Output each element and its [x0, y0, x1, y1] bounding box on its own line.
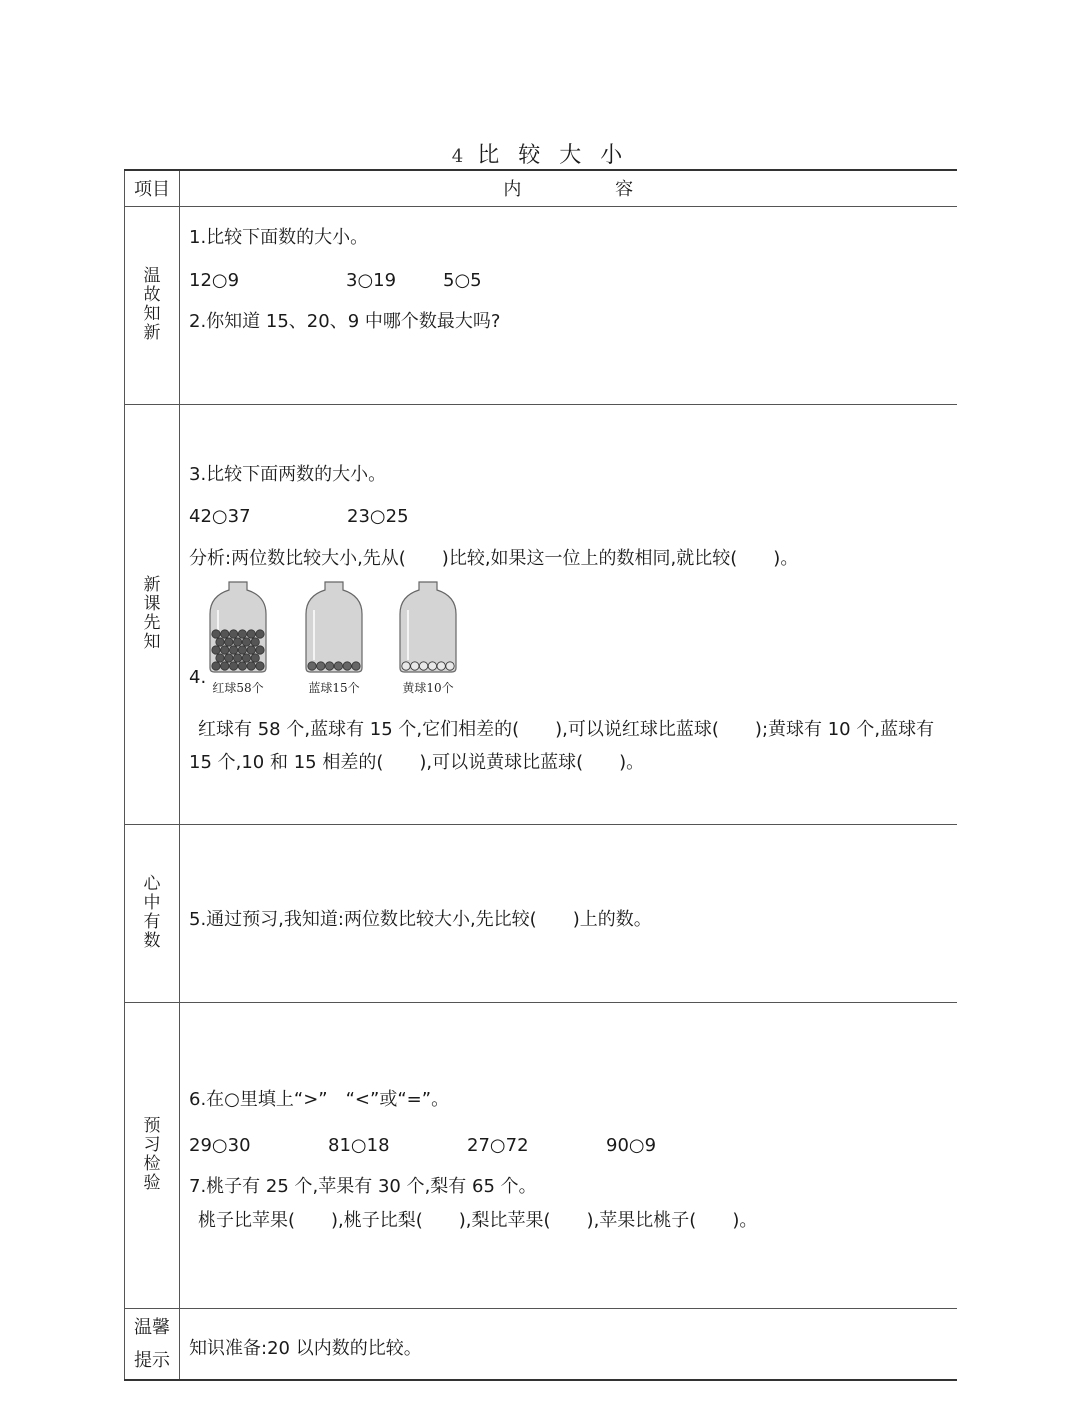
ball: [343, 661, 351, 669]
jar-label: 黄球10个: [402, 680, 454, 695]
new-content: [180, 404, 957, 824]
tip-content: [180, 1308, 957, 1380]
check-row: [125, 1002, 957, 1308]
mind-row: [125, 824, 957, 1002]
ball: [308, 661, 316, 669]
comparison-item: 3○19: [346, 269, 397, 291]
ball: [212, 645, 220, 653]
ball: [216, 653, 224, 661]
ball: [402, 661, 410, 669]
ball: [419, 661, 427, 669]
header-row: [125, 170, 957, 206]
jar-3: [400, 582, 456, 695]
ball: [238, 661, 246, 669]
mind-label-cell: [125, 824, 180, 1002]
ball: [247, 645, 255, 653]
comparison-item: 42○37: [189, 505, 251, 527]
ball: [225, 637, 233, 645]
review-comparisons: [189, 270, 482, 291]
ball: [238, 645, 246, 653]
question-3: 3.比较下面两数的大小。: [189, 463, 387, 485]
worksheet-table: [124, 169, 957, 1381]
review-label: 温故知新: [143, 266, 161, 343]
lesson-number: 4: [451, 146, 464, 167]
ball: [411, 661, 419, 669]
ball: [221, 645, 229, 653]
question-7: 7.桃子有 25 个,苹果有 30 个,梨有 65 个。: [189, 1175, 537, 1197]
tip-label-cell: [125, 1308, 180, 1380]
header-item-label: 项目: [125, 170, 180, 206]
analysis-text: 分析:两位数比较大小,先从( )比较,如果这一位上的数相同,就比较( )。: [189, 547, 799, 569]
ball: [238, 629, 246, 637]
jar-1: [210, 582, 266, 695]
ball: [247, 661, 255, 669]
ball: [233, 637, 241, 645]
comparison-item: 5○5: [443, 269, 482, 291]
header-content-label: 内 容: [503, 179, 678, 201]
page-title: [0, 138, 1080, 169]
ball: [251, 653, 259, 661]
jar-label: 蓝球15个: [308, 680, 360, 695]
comparison-item: 23○25: [347, 505, 409, 527]
question-1: 1.比较下面数的大小。: [189, 226, 369, 248]
new-label-cell: [125, 404, 180, 824]
ball: [352, 661, 360, 669]
ball: [212, 629, 220, 637]
review-content: [180, 206, 957, 404]
jar-2: [306, 582, 362, 695]
tip-label-line-1: 温馨: [134, 1316, 170, 1338]
jars-illustration: [190, 580, 490, 700]
ball: [212, 661, 220, 669]
ball: [221, 661, 229, 669]
check-comparisons: [189, 1135, 656, 1156]
mind-content: [180, 824, 957, 1002]
ball: [446, 661, 454, 669]
ball: [233, 653, 241, 661]
ball: [229, 661, 237, 669]
ball: [216, 637, 224, 645]
question-4-number: 4.: [189, 666, 207, 688]
review-label-cell: [125, 206, 180, 404]
ball: [334, 661, 342, 669]
ball: [428, 661, 436, 669]
ball: [325, 661, 333, 669]
comparison-item: 27○72: [467, 1134, 529, 1156]
tip-row: [125, 1308, 957, 1380]
ball: [317, 661, 325, 669]
comparison-item: 90○9: [606, 1134, 657, 1156]
tip-label-line-2: 提示: [134, 1349, 170, 1371]
ball: [251, 637, 259, 645]
ball: [221, 629, 229, 637]
header-content-cell: [180, 170, 957, 206]
mind-label: 心中有数: [143, 874, 161, 951]
question-4-text: 红球有 58 个,蓝球有 15 个,它们相差的( ),可以说红球比蓝球( );黄球有 10 个,蓝球有 15 个,10 和 15 相差的( ),可以说黄球比蓝球( )。: [189, 718, 935, 773]
ball: [229, 645, 237, 653]
check-content: [180, 1002, 957, 1308]
new-comparisons: [189, 506, 409, 527]
comparison-item: 81○18: [328, 1134, 390, 1156]
check-label-cell: [125, 1002, 180, 1308]
new-lesson-row: [125, 404, 957, 824]
ball: [247, 629, 255, 637]
new-label: 新课先知: [143, 575, 161, 652]
ball: [242, 653, 250, 661]
question-6: 6.在○里填上“>” “<”或“=”。: [189, 1088, 450, 1110]
question-2: 2.你知道 15、20、9 中哪个数最大吗?: [189, 310, 501, 332]
jar-label: 红球58个: [212, 680, 264, 695]
ball: [242, 637, 250, 645]
ball: [437, 661, 445, 669]
check-label: 预习检验: [143, 1116, 161, 1193]
ball: [229, 629, 237, 637]
ball: [256, 645, 264, 653]
comparison-item: 12○9: [189, 269, 240, 291]
ball: [225, 653, 233, 661]
review-row: [125, 206, 957, 404]
tip-text: 知识准备:20 以内数的比较。: [189, 1337, 422, 1359]
question-5: 5.通过预习,我知道:两位数比较大小,先比较( )上的数。: [189, 908, 652, 930]
ball: [256, 629, 264, 637]
question-7-blanks: 桃子比苹果( ),桃子比梨( ),梨比苹果( ),苹果比桃子( )。: [198, 1209, 758, 1231]
comparison-item: 29○30: [189, 1134, 251, 1156]
lesson-title: 比 较 大 小: [477, 143, 629, 168]
ball: [256, 661, 264, 669]
